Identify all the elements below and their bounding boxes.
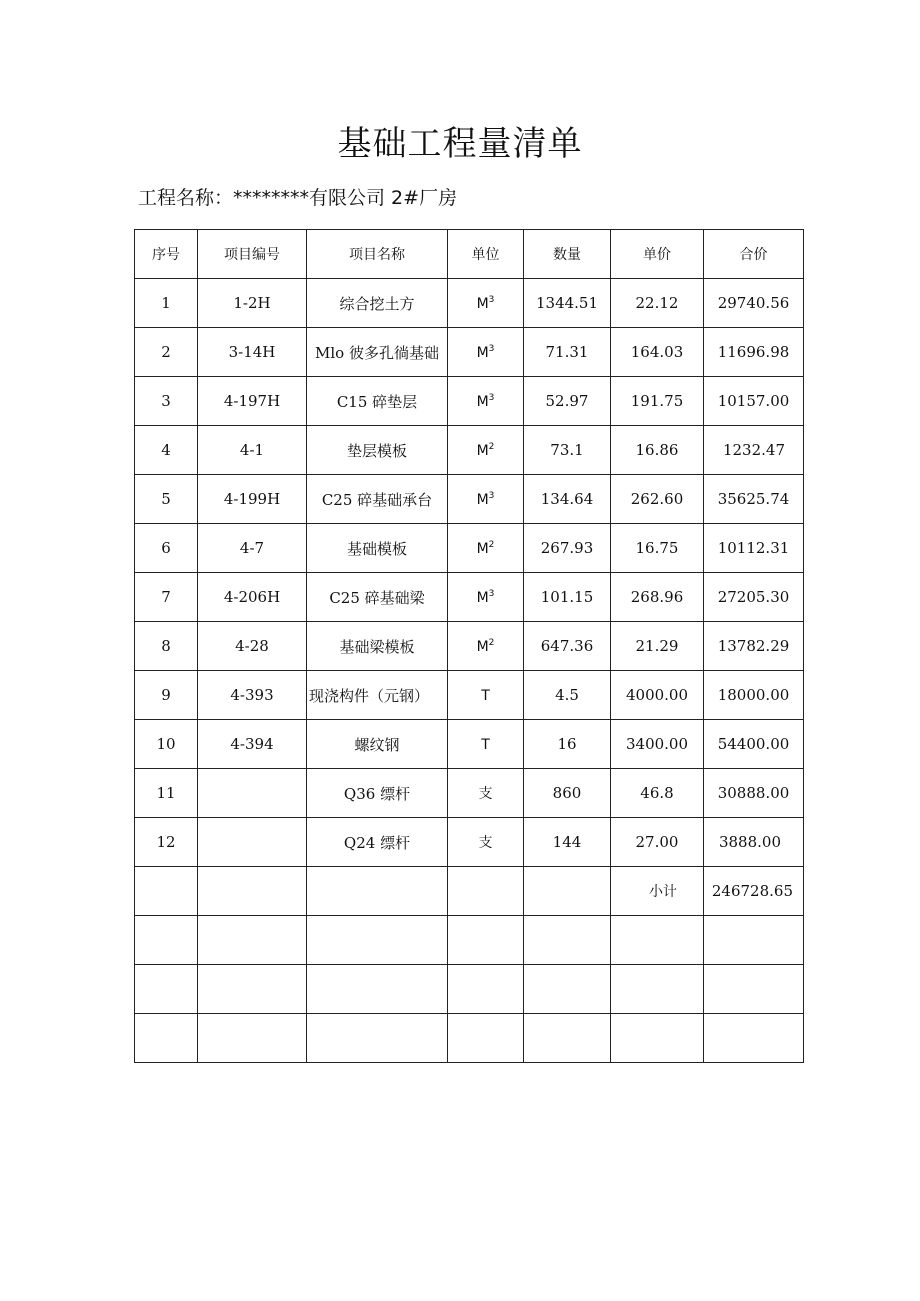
empty-cell [448,916,524,965]
subtotal-row [135,867,804,916]
subtotal-value: 246728.65 [704,867,804,916]
cell-seq: 10 [135,720,198,769]
cell-qty: 1344.51 [524,279,611,328]
cell-qty: 860 [524,769,611,818]
table-row [135,769,804,818]
cell-unit [448,279,524,328]
cell-unit [448,769,524,818]
cell-name: Q24 缥杆 [307,818,448,867]
empty-cell [611,965,704,1014]
cell-name: 螺纹钢 [307,720,448,769]
table-row [135,475,804,524]
cell-unit [448,426,524,475]
cell-unit [448,524,524,573]
empty-cell [198,916,307,965]
cell-price: 3400.00 [611,720,704,769]
cell-total: 3888.00 [704,818,804,867]
cell-unit [448,720,524,769]
empty-cell [524,867,611,916]
cell-code: 4-393 [198,671,307,720]
unit-base: M [476,589,489,606]
cell-qty: 71.31 [524,328,611,377]
unit-exponent: 3 [488,343,495,354]
cell-name: C15 碎垫层 [307,377,448,426]
cell-total: 35625.74 [704,475,804,524]
header-seq: 序号 [135,230,198,279]
cell-price: 164.03 [611,328,704,377]
cell-qty: 101.15 [524,573,611,622]
unit-base: M [476,295,489,312]
table-row [135,573,804,622]
cell-price: 4000.00 [611,671,704,720]
cell-total: 11696.98 [704,328,804,377]
cell-seq: 11 [135,769,198,818]
empty-cell [704,1014,804,1063]
unit-exponent: 3 [488,392,495,403]
unit-exponent: 3 [488,588,495,599]
empty-cell [704,916,804,965]
cell-seq: 3 [135,377,198,426]
cell-seq: 7 [135,573,198,622]
cell-seq: 1 [135,279,198,328]
cell-seq: 12 [135,818,198,867]
cell-unit [448,328,524,377]
empty-cell [135,916,198,965]
project-label: 工程名称： [138,187,234,209]
cell-code: 3-14H [198,328,307,377]
cell-name: 现浇构件（元钢） [307,671,448,720]
empty-cell [611,1014,704,1063]
cell-name: Mlo 彼多孔徜基础 [307,328,448,377]
cell-qty: 647.36 [524,622,611,671]
table-row [135,622,804,671]
empty-cell [611,916,704,965]
cell-name: C25 碎基础梁 [307,573,448,622]
cell-qty: 134.64 [524,475,611,524]
cell-price: 16.75 [611,524,704,573]
unit-exponent: 2 [488,539,495,550]
unit-base: M [476,540,489,557]
table-row [135,426,804,475]
subtotal-label: 小计 [611,867,704,916]
cell-qty: 144 [524,818,611,867]
header-unit: 单位 [448,230,524,279]
cell-code: 4-394 [198,720,307,769]
empty-cell [135,1014,198,1063]
table-row [135,377,804,426]
cell-name: 综合挖土方 [307,279,448,328]
cell-code [198,769,307,818]
cell-total: 29740.56 [704,279,804,328]
header-name: 项目名称 [307,230,448,279]
cell-seq: 4 [135,426,198,475]
empty-cell [524,1014,611,1063]
unit-base: 支 [478,835,493,851]
table-row [135,328,804,377]
cell-name: 基础模板 [307,524,448,573]
cell-seq: 8 [135,622,198,671]
cell-qty: 267.93 [524,524,611,573]
cell-total: 27205.30 [704,573,804,622]
table-row [135,524,804,573]
cell-total: 18000.00 [704,671,804,720]
header-total: 合价 [704,230,804,279]
cell-name: C25 碎基础承台 [307,475,448,524]
cell-total: 10157.00 [704,377,804,426]
unit-base: M [476,344,489,361]
unit-base: 支 [478,786,493,802]
empty-cell [704,965,804,1014]
cell-name: 垫层模板 [307,426,448,475]
table-body [135,279,804,1063]
cell-code [198,818,307,867]
empty-cell [135,965,198,1014]
cell-seq: 6 [135,524,198,573]
cell-unit [448,573,524,622]
cell-seq: 9 [135,671,198,720]
table-row [135,671,804,720]
project-name: ********有限公司 2#厂房 [233,187,458,209]
project-line [138,183,457,210]
cell-price: 22.12 [611,279,704,328]
cell-qty: 4.5 [524,671,611,720]
cell-price: 21.29 [611,622,704,671]
cell-total: 1232.47 [704,426,804,475]
empty-cell [198,965,307,1014]
empty-cell [448,965,524,1014]
empty-cell [307,1014,448,1063]
table-row [135,279,804,328]
cell-total: 13782.29 [704,622,804,671]
table-header-row [135,230,804,279]
unit-base: T [481,687,490,704]
cell-unit [448,671,524,720]
cell-code: 4-7 [198,524,307,573]
cell-qty: 16 [524,720,611,769]
cell-price: 191.75 [611,377,704,426]
cell-unit [448,377,524,426]
empty-cell [135,867,198,916]
table-row [135,720,804,769]
cell-seq: 5 [135,475,198,524]
empty-cell [448,1014,524,1063]
cell-code: 4-28 [198,622,307,671]
empty-cell [524,965,611,1014]
empty-cell [198,1014,307,1063]
unit-base: T [481,736,490,753]
cell-unit [448,818,524,867]
cell-total: 54400.00 [704,720,804,769]
cell-code: 4-206H [198,573,307,622]
cell-price: 262.60 [611,475,704,524]
empty-cell [307,965,448,1014]
cell-price: 16.86 [611,426,704,475]
unit-base: M [476,638,489,655]
empty-row [135,1014,804,1063]
unit-exponent: 2 [488,637,495,648]
cell-code: 4-199H [198,475,307,524]
document-title: 基础工程量清单 [337,124,583,164]
cell-code: 4-197H [198,377,307,426]
unit-base: M [476,393,489,410]
cell-unit [448,622,524,671]
cell-qty: 73.1 [524,426,611,475]
unit-base: M [476,491,489,508]
empty-cell [448,867,524,916]
empty-cell [198,867,307,916]
header-qty: 数量 [524,230,611,279]
cell-price: 46.8 [611,769,704,818]
header-price: 单价 [611,230,704,279]
cell-seq: 2 [135,328,198,377]
cell-name: 基础梁模板 [307,622,448,671]
cell-total: 10112.31 [704,524,804,573]
unit-base: M [476,442,489,459]
unit-exponent: 3 [488,294,495,305]
cell-price: 268.96 [611,573,704,622]
header-code: 项目编号 [198,230,307,279]
cell-unit [448,475,524,524]
cell-code: 1-2H [198,279,307,328]
empty-cell [524,916,611,965]
bill-of-quantities-table [134,229,804,1063]
unit-exponent: 3 [488,490,495,501]
cell-name: Q36 缥杆 [307,769,448,818]
empty-cell [307,867,448,916]
cell-price: 27.00 [611,818,704,867]
unit-exponent: 2 [488,441,495,452]
cell-qty: 52.97 [524,377,611,426]
empty-row [135,916,804,965]
cell-total: 30888.00 [704,769,804,818]
empty-row [135,965,804,1014]
cell-code: 4-1 [198,426,307,475]
empty-cell [307,916,448,965]
table-row [135,818,804,867]
